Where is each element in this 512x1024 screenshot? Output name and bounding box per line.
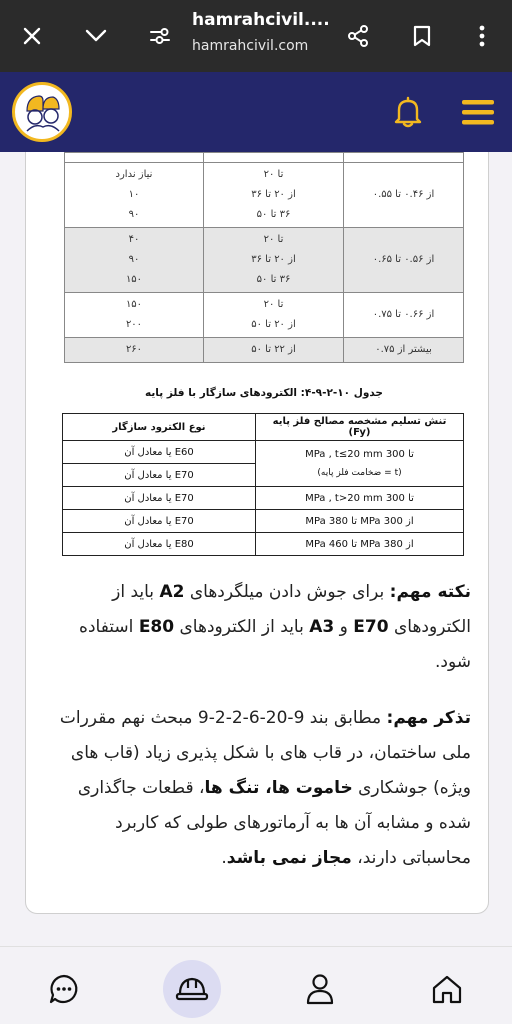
note-text: و [334, 617, 354, 637]
browser-toolbar [0, 0, 512, 72]
table-cell-text: از ۲۰ تا ۵۰ [251, 319, 296, 330]
page-title[interactable]: hamrahcivil.... [192, 10, 330, 30]
reminder-text: مطابق بند 9-20-6-2-2-9 مبحث نهم مقررات ملی ساختمان، در قاب های با شکل پذیری زیاد (قاب های ویژه) جوشکاری [59, 708, 471, 798]
table-cell-electrode: E60 یا معادل آن [63, 441, 256, 464]
article-card [25, 152, 489, 914]
user-icon[interactable] [292, 961, 348, 1017]
table-cell-text: ۱۰ [128, 189, 140, 200]
note-text: استفاده شود. [79, 617, 471, 672]
table-cell [344, 228, 464, 293]
table-cell [344, 293, 464, 338]
table-cell-text: نیاز ندارد [115, 169, 153, 180]
table-row [63, 510, 464, 533]
table-cell [344, 153, 464, 163]
table-cell [344, 163, 464, 228]
table-cell [65, 293, 204, 338]
electrode-table [62, 413, 464, 556]
helmet-icon[interactable] [163, 960, 221, 1018]
menu-icon[interactable] [458, 94, 498, 130]
table-cell-electrode: E70 یا معادل آن [63, 464, 256, 487]
table-cell [204, 293, 344, 338]
table-cell-text: از ۰.۵۶ تا ۰.۶۵ [372, 254, 435, 265]
table-row [63, 533, 464, 556]
table-header-electrode: نوع الکترود سازگار [63, 414, 256, 441]
note-text: برای جوش دادن میلگردهای [184, 582, 390, 602]
table-cell [65, 338, 204, 363]
table-cell [204, 163, 344, 228]
table-cell-text: از ۰.۴۶ تا ۰.۵۵ [372, 189, 435, 200]
note-bold: A3 [309, 617, 335, 637]
table-caption: جدول ۱۰-۲-۹-۴: الکترودهای سازگار با فلز پایه [145, 387, 383, 399]
table-cell-text: تا ۲۰ [263, 169, 284, 180]
note-bold: E70 [353, 617, 389, 637]
table-cell [204, 228, 344, 293]
note-bold: A2 [159, 582, 185, 602]
site-header [0, 72, 512, 152]
reminder-text: ، قطعات جاگذاری شده و مشابه آن ها به آرماتورهای طولی که کاربرد محاسباتی دارند، [77, 778, 471, 868]
table-cell-text: ۴۰ [128, 234, 140, 245]
share-icon[interactable] [340, 18, 376, 54]
table-cell [65, 228, 204, 293]
table-row [65, 338, 464, 363]
table-cell-text: از ۲۰ تا ۳۶ [251, 189, 296, 200]
table-row [63, 441, 464, 464]
table-cell-text: از ۲۰ تا ۳۶ [251, 254, 296, 265]
table-cell-yield: تا 300 MPa , t>20 mm [256, 487, 464, 510]
table-cell [204, 338, 344, 363]
table-cell-text: بیشتر از ۰.۷۵ [375, 344, 432, 355]
table-header-row [63, 414, 464, 441]
table-cell-text: از ۰.۶۶ تا ۰.۷۵ [372, 309, 435, 320]
table-cell-yield: از 380 MPa تا 460 MPa [256, 533, 464, 556]
chat-icon[interactable] [36, 961, 92, 1017]
table-row [65, 163, 464, 228]
important-reminder [45, 701, 471, 876]
table-cell-text: تا ۲۰ [263, 299, 284, 310]
note-label: نکته مهم: [389, 582, 471, 602]
table-cell-text: ۲۰۰ [125, 319, 143, 330]
table-cell-electrode: E70 یا معادل آن [63, 487, 256, 510]
reminder-bold: مجاز نمی باشد [226, 848, 352, 868]
note-bold: E80 [138, 617, 175, 637]
yield-text: تا 300 MPa , t≤20 mm [305, 448, 414, 460]
table-cell-text: ۳۶ تا ۵۰ [256, 209, 291, 220]
table-cell-text: ۱۵۰ [125, 299, 143, 310]
table-cell-yield [256, 441, 464, 487]
table-cell [344, 338, 464, 363]
site-logo[interactable] [12, 82, 72, 142]
url-domain[interactable]: hamrahcivil.com [192, 38, 309, 54]
important-note [45, 575, 471, 680]
reminder-bold: خاموت ها، تنگ ها [204, 778, 353, 798]
table-cell-text: ۹۰ [128, 209, 140, 220]
home-icon[interactable] [419, 961, 475, 1017]
note-text: باید از الکترودهای [112, 582, 471, 637]
bottom-navigation [0, 946, 512, 1024]
preheat-table [64, 152, 464, 363]
table-cell [65, 153, 204, 163]
table-row [63, 487, 464, 510]
table-cell [65, 163, 204, 228]
table-header-yield: تنش تسلیم مشخصه مصالح فلز پایه (Fy) [256, 414, 464, 441]
note-text: باید از الکترودهای [174, 617, 310, 637]
bell-icon[interactable] [388, 92, 428, 132]
site-settings-icon[interactable] [142, 18, 178, 54]
table-row [65, 293, 464, 338]
table-cell-electrode: E80 یا معادل آن [63, 533, 256, 556]
reminder-label: تذکر مهم: [386, 708, 471, 728]
table-cell-text: ۲۶۰ [125, 344, 143, 355]
table-cell [204, 153, 344, 163]
bookmark-icon[interactable] [404, 18, 440, 54]
table-cell-text: ۳۶ تا ۵۰ [256, 274, 291, 285]
more-vert-icon[interactable] [464, 18, 500, 54]
reminder-text: . [221, 848, 227, 868]
chevron-down-icon[interactable] [78, 18, 114, 54]
table-cell-text: از ۲۲ تا ۵۰ [251, 344, 296, 355]
table-row [65, 228, 464, 293]
yield-note: (t = ضخامت فلز پایه) [317, 467, 402, 478]
table-cell-text: ۹۰ [128, 254, 140, 265]
logo-graphic [17, 87, 67, 137]
close-icon[interactable] [14, 18, 50, 54]
table-cell-text: ۱۵۰ [125, 274, 143, 285]
table-cell-electrode: E70 یا معادل آن [63, 510, 256, 533]
table-cell-yield: از 300 MPa تا 380 MPa [256, 510, 464, 533]
table-cell-text: تا ۲۰ [263, 234, 284, 245]
